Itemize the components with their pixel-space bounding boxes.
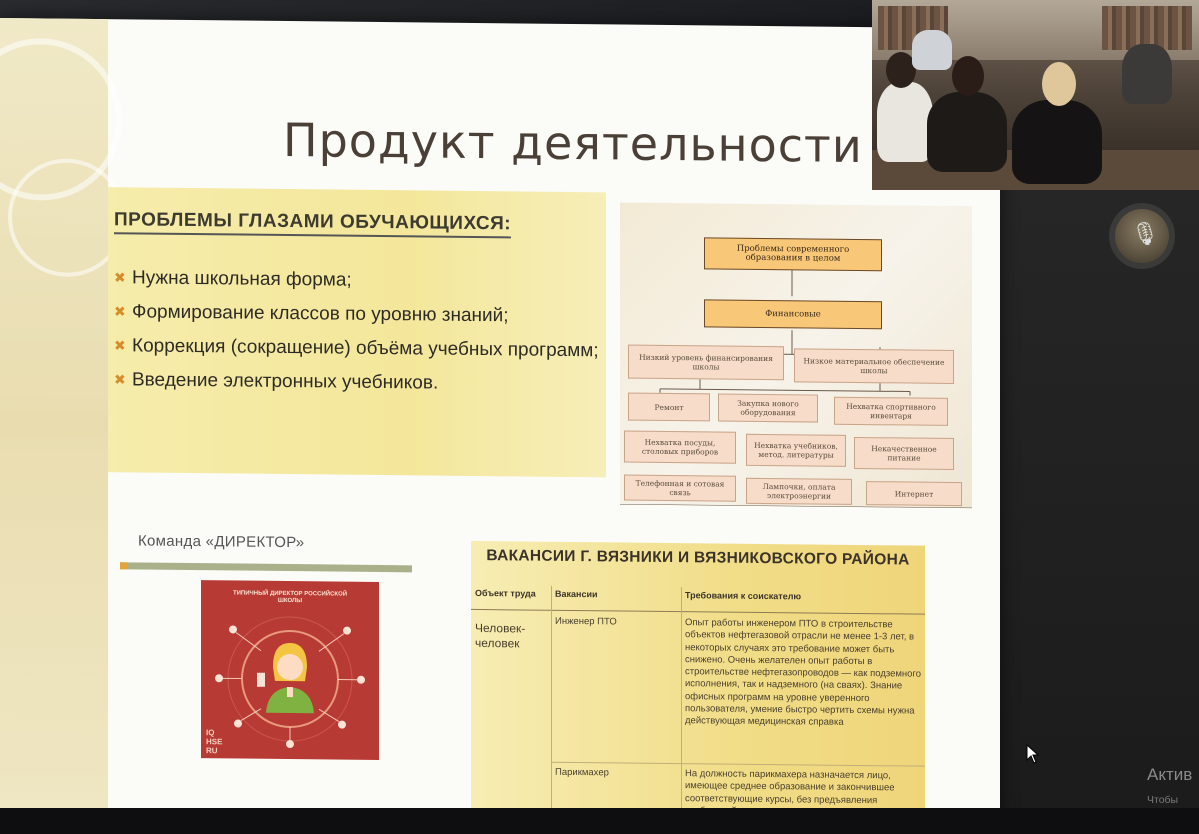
infographic-logo: IQ HSE RU bbox=[206, 728, 223, 756]
participant-video[interactable] bbox=[872, 0, 1199, 190]
row-divider bbox=[551, 762, 925, 767]
participant-head bbox=[952, 56, 984, 96]
table-cell-object: Человек-человек bbox=[475, 620, 526, 651]
participant-figure bbox=[912, 30, 952, 70]
org-node-financial: Финансовые bbox=[704, 299, 882, 329]
mouse-cursor-icon bbox=[1026, 744, 1040, 764]
problems-list bbox=[114, 265, 600, 406]
problems-heading: ПРОБЛЕМЫ ГЛАЗАМИ ОБУЧАЮЩИХСЯ: bbox=[114, 209, 511, 238]
column-header: Вакансии bbox=[555, 588, 598, 600]
activation-watermark-line: Чтобы bbox=[1147, 794, 1179, 806]
org-node-root: Проблемы современного образования в целом bbox=[704, 237, 882, 271]
org-node: Низкий уровень финансирования школы bbox=[628, 345, 784, 381]
table-cell-requirements: На должность парикмахера назначается лицо, имеющее среднее образование и закончившее соответствующие курсы, без предъявления bbox=[685, 768, 895, 806]
participant-figure bbox=[1012, 100, 1102, 184]
conference-side-panel bbox=[1000, 190, 1199, 834]
bullet-icon: ✖ bbox=[114, 337, 126, 354]
column-header: Объект труда bbox=[475, 587, 536, 599]
bullet-icon: ✖ bbox=[114, 269, 126, 286]
table-cell-requirements: Опыт работы инженером ПТО в строительстве объектов нефтегазовой отрасли не менее 1-3 лет, в некоторых случаях это требование может быть снижено. Очень желателен опыт работы в строительстве нефтегазопроводов — как подземного исполнения, так и надземного (на сваях). Знание офисных программ на уровне уверенного пользователя, умение быстро чертить схемы нужна действующая медицинская справка bbox=[685, 617, 921, 729]
bullet-icon: ✖ bbox=[114, 371, 126, 388]
vacancies-table bbox=[471, 541, 925, 821]
org-node: Некачественное питание bbox=[854, 437, 954, 470]
slide-decor-band bbox=[0, 18, 108, 825]
bullet-icon: ✖ bbox=[114, 303, 126, 320]
org-node: Нехватка спортивного инвентаря bbox=[834, 397, 948, 426]
presentation-slide bbox=[0, 18, 1000, 834]
table-header bbox=[471, 585, 925, 615]
org-node: Нехватка посуды, столовых приборов bbox=[624, 431, 736, 464]
team-divider bbox=[120, 562, 412, 572]
divider-accent bbox=[120, 562, 127, 569]
mic-off-icon: 🎙 bbox=[1131, 221, 1159, 246]
org-node: Интернет bbox=[866, 481, 962, 506]
mute-button[interactable] bbox=[1109, 203, 1175, 269]
director-infographic bbox=[201, 580, 379, 760]
org-node: Нехватка учебников, метод. литературы bbox=[746, 434, 846, 467]
org-chart bbox=[620, 202, 972, 508]
column-divider bbox=[551, 586, 552, 816]
team-title: Команда «ДИРЕКТОР» bbox=[138, 532, 305, 552]
list-item: ✖ Коррекция (сокращение) объёма учебных программ; bbox=[114, 333, 600, 363]
org-node: Лампочки, оплата электроэнергии bbox=[746, 478, 852, 505]
vacancies-title: ВАКАНСИИ Г. ВЯЗНИКИ И ВЯЗНИКОВСКОГО РАЙОНА bbox=[486, 547, 910, 569]
table-cell-vacancy: Инженер ПТО bbox=[555, 615, 617, 628]
table-cell-vacancy: Парикмахер bbox=[555, 766, 609, 779]
slide-title: Продукт деятельности bbox=[283, 112, 863, 174]
org-node: Ремонт bbox=[628, 393, 710, 422]
participant-figure bbox=[877, 82, 933, 162]
org-node: Низкое материальное обеспечение школы bbox=[794, 348, 954, 384]
column-divider bbox=[681, 587, 682, 817]
org-node: Телефонная и сотовая связь bbox=[624, 475, 736, 502]
participant-head bbox=[1042, 62, 1076, 106]
org-node: Закупка нового оборудования bbox=[718, 394, 818, 423]
screen-bottom-edge bbox=[0, 808, 1199, 834]
participant-figure bbox=[927, 92, 1007, 172]
list-item: ✖ Формирование классов по уровню знаний; bbox=[114, 299, 600, 329]
participant-figure bbox=[1122, 44, 1172, 104]
column-header: Требования к соискателю bbox=[685, 590, 802, 602]
problems-box bbox=[108, 187, 606, 477]
list-item: ✖ Введение электронных учебников. bbox=[114, 367, 600, 397]
list-item: ✖ Нужна школьная форма; bbox=[114, 265, 600, 295]
infographic-caption: ТИПИЧНЫЙ ДИРЕКТОР РОССИЙСКОЙ ШКОЛЫ bbox=[232, 590, 348, 605]
activation-watermark-title: Актив bbox=[1147, 765, 1193, 784]
